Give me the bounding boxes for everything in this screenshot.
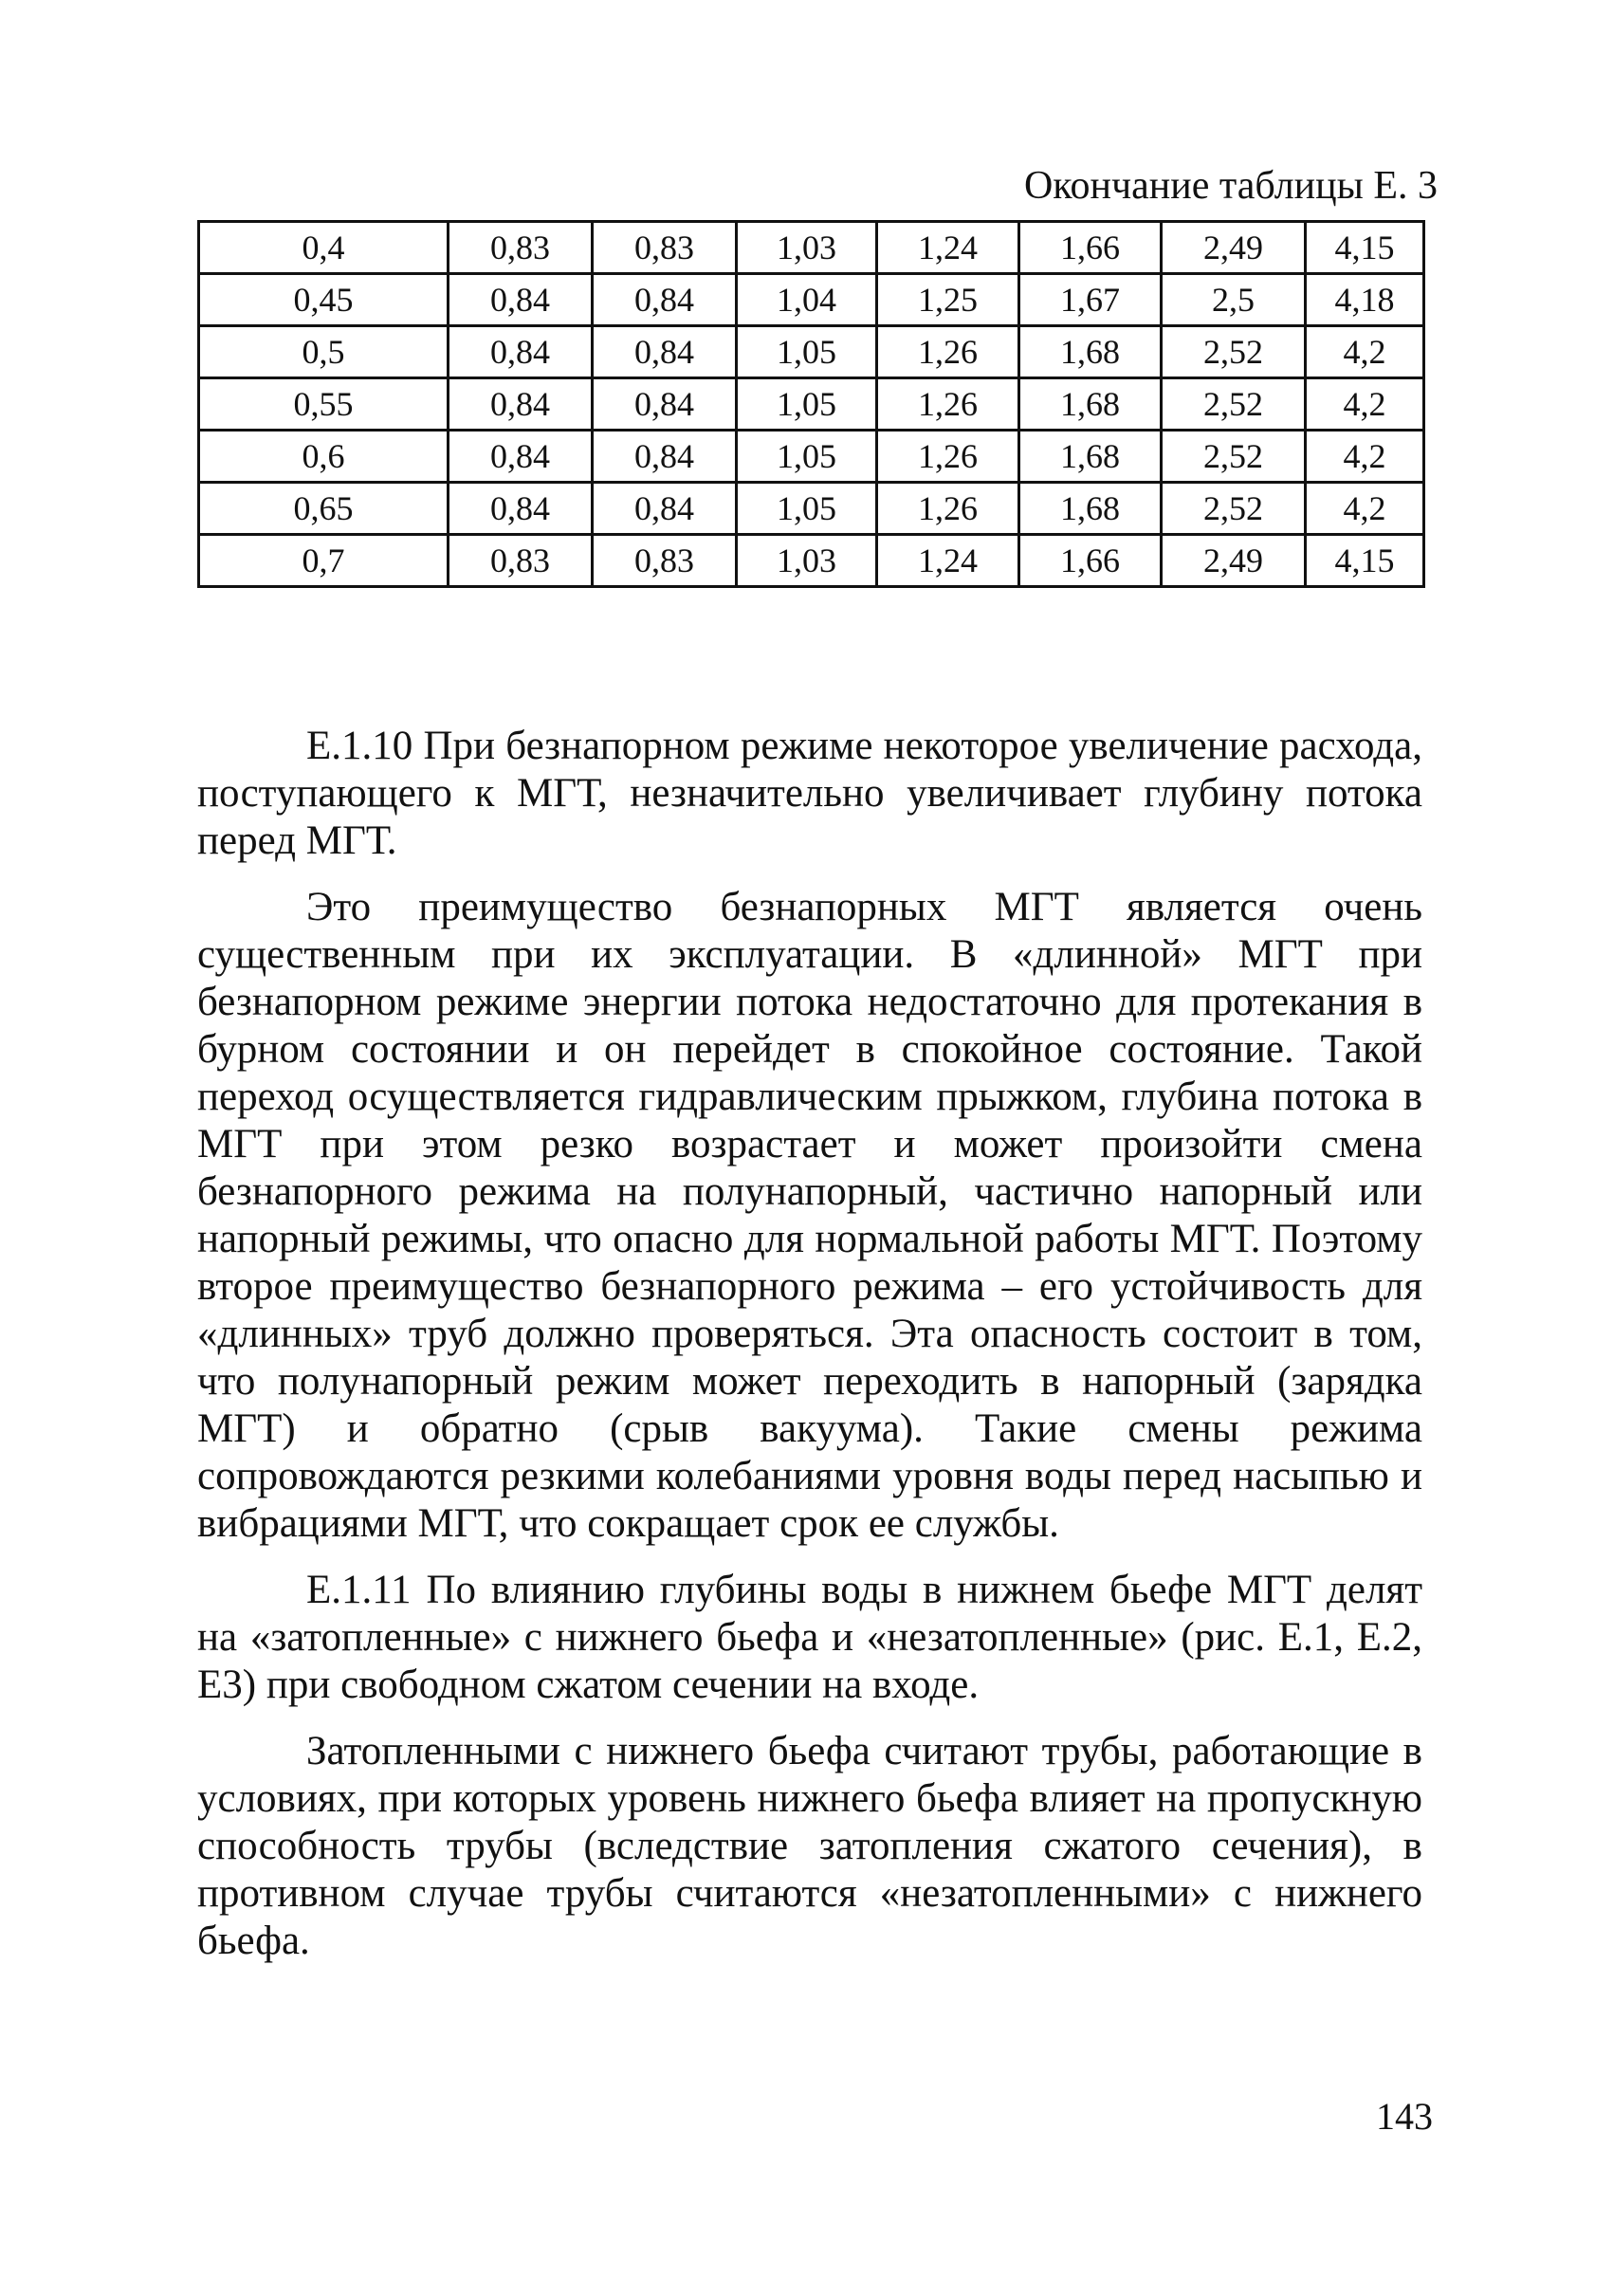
table-cell: 1,66 (1019, 222, 1162, 274)
table-cell: 1,66 (1019, 535, 1162, 587)
table-cell: 0,84 (593, 274, 737, 326)
table-row (199, 431, 1424, 483)
table-body (199, 222, 1424, 587)
table-row (199, 378, 1424, 431)
table-cell: 4,2 (1306, 431, 1424, 483)
table-cell: 2,52 (1162, 483, 1306, 535)
table-cell: 1,05 (737, 483, 877, 535)
table-cell: 0,84 (449, 483, 593, 535)
table-row (199, 483, 1424, 535)
table-row (199, 535, 1424, 587)
paragraph-advantage: Это преимущество безнапорных МГТ является очень существенным при их эксплуатации. В «длинной» МГТ при безнапорном режиме энергии потока недостаточно для протекания в бурном состоянии и он перейдет в спокойное состояние. Такой переход осуществляется гидравлическим прыжком, глубина потока в МГТ при этом резко возрастает и может произойти смена безнапорного режима на полунапорный, частично напорный или напорный режимы, что опасно для нормальной работы МГТ. Поэтому второе преимущество безнапорного режима – его устойчивость для «длинных» труб должно проверяться. Эта опасность состоит в том, что полунапорный режим может переходить в напорный (зарядка МГТ) и обратно (срыв вакуума). Такие смены режима сопровождаются резкими колебаниями уровня воды перед насыпью и вибрациями МГТ, что сокращает срок ее службы. (197, 885, 1422, 1546)
table-cell: 1,67 (1019, 274, 1162, 326)
paragraph-flooded-definition: Затопленными с нижнего бьефа считают трубы, работающие в условиях, при которых уровень нижнего бьефа влияет на пропускную способность трубы (вследствие затопления сжатого сечения), в противном случае трубы считаются «незатопленными» с нижнего бьефа. (197, 1729, 1422, 1963)
table-caption: Окончание таблицы Е. 3 (1023, 164, 1438, 208)
table-cell: 0,6 (199, 431, 449, 483)
table-cell: 2,5 (1162, 274, 1306, 326)
table-cell: 0,84 (449, 431, 593, 483)
table-cell: 1,68 (1019, 326, 1162, 378)
paragraph-e-1-10: Е.1.10 При безнапорном режиме некоторое увеличение расхода, поступающего к МГТ, незначительно увеличивает глубину потока перед МГТ. (197, 724, 1422, 863)
table-cell: 0,84 (449, 378, 593, 431)
table-cell: 4,15 (1306, 535, 1424, 587)
table-cell: 2,52 (1162, 431, 1306, 483)
table-cell: 2,52 (1162, 326, 1306, 378)
table-cell: 0,84 (449, 274, 593, 326)
table-cell: 0,84 (593, 431, 737, 483)
table-cell: 0,84 (449, 326, 593, 378)
table-cell: 0,65 (199, 483, 449, 535)
table-cell: 4,2 (1306, 378, 1424, 431)
table-cell: 4,15 (1306, 222, 1424, 274)
body-text (197, 723, 1422, 1965)
table-cell: 1,05 (737, 378, 877, 431)
table-cell: 0,84 (593, 378, 737, 431)
table-cell: 1,26 (877, 483, 1019, 535)
table-cell: 1,03 (737, 222, 877, 274)
table-cell: 0,83 (449, 222, 593, 274)
table-cell: 2,52 (1162, 378, 1306, 431)
table-cell: 0,83 (593, 535, 737, 587)
table-row (199, 274, 1424, 326)
table-cell: 0,7 (199, 535, 449, 587)
table-cell: 1,05 (737, 326, 877, 378)
table-row (199, 222, 1424, 274)
table-cell: 0,4 (199, 222, 449, 274)
table-cell: 1,26 (877, 326, 1019, 378)
page-number: 143 (1376, 2095, 1433, 2138)
table-cell: 2,49 (1162, 535, 1306, 587)
table-cell: 1,24 (877, 535, 1019, 587)
data-table (197, 220, 1425, 588)
table-cell: 1,03 (737, 535, 877, 587)
table-cell: 0,84 (593, 483, 737, 535)
table-cell: 0,84 (593, 326, 737, 378)
table-cell: 1,05 (737, 431, 877, 483)
table-cell: 1,24 (877, 222, 1019, 274)
table-row (199, 326, 1424, 378)
table-cell: 0,83 (593, 222, 737, 274)
table-cell: 1,26 (877, 378, 1019, 431)
table-cell: 0,45 (199, 274, 449, 326)
table-cell: 1,68 (1019, 483, 1162, 535)
table-cell: 4,2 (1306, 483, 1424, 535)
table-cell: 4,2 (1306, 326, 1424, 378)
table-cell: 1,68 (1019, 431, 1162, 483)
table-cell: 0,5 (199, 326, 449, 378)
table-cell: 1,26 (877, 431, 1019, 483)
table-cell: 0,83 (449, 535, 593, 587)
table-cell: 1,68 (1019, 378, 1162, 431)
table-cell: 1,25 (877, 274, 1019, 326)
table-cell: 2,49 (1162, 222, 1306, 274)
table-cell: 4,18 (1306, 274, 1424, 326)
table-cell: 0,55 (199, 378, 449, 431)
paragraph-e-1-11: Е.1.11 По влиянию глубины воды в нижнем бьефе МГТ делят на «затопленные» с нижнего бьефа и «незатопленные» (рис. Е.1, Е.2, Е3) при свободном сжатом сечении на входе. (197, 1568, 1422, 1707)
table-cell: 1,04 (737, 274, 877, 326)
